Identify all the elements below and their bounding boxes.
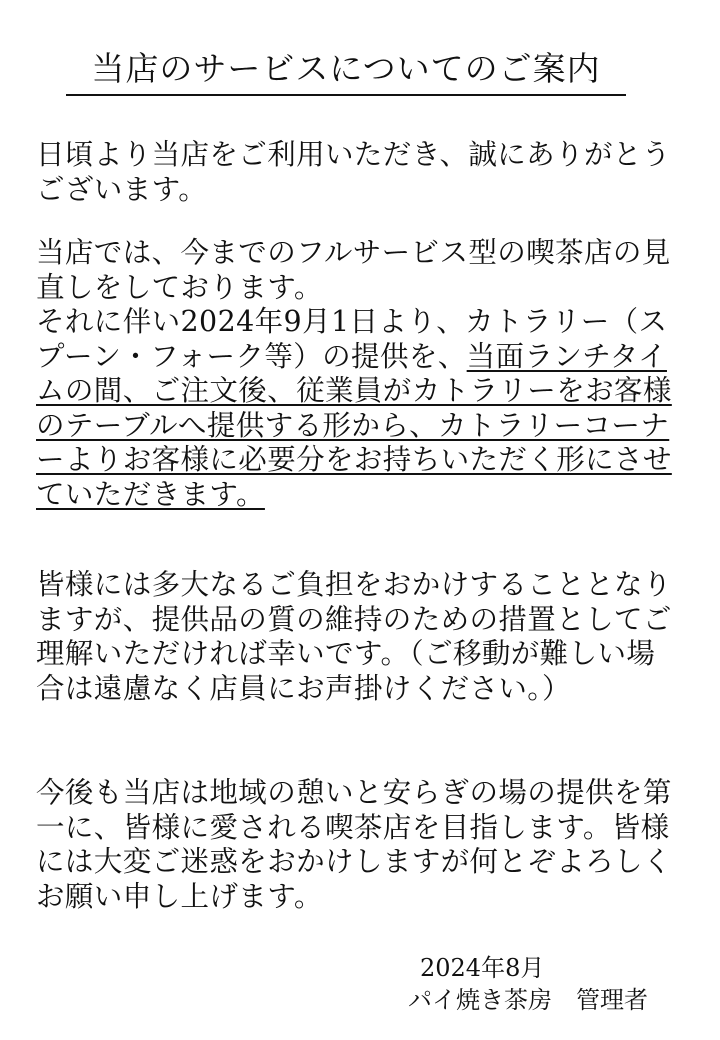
notice-date: 2024年8月	[420, 954, 545, 982]
cutlery-change-text: それに伴い2024年9月1日より、カトラリー（スプーン・フォーク等）の提供を、	[36, 305, 668, 373]
notice-title: 当店のサービスについてのご案内	[66, 44, 626, 96]
closing-paragraph: 今後も当店は地域の憩いと安らぎの場の提供を第一に、皆様に愛される喫茶店を目指します。皆様には大変ご迷惑をおかけしますが何とぞよろしくお願い申し上げます。	[36, 776, 672, 913]
cutlery-policy-underlined-text: 当面ランチタイムの間、ご注文後、従業員がカトラリーをお客様のテーブルへ提供する形から、カトラリーコーナーよりお客様に必要分をお持ちいただく形にさせていただきます。	[36, 339, 672, 511]
greeting-paragraph: 日頃より当店をご利用いただき、誠にありがとうございます。	[36, 138, 671, 206]
apology-paragraph: 皆様には多大なるご負担をおかけすることとなりますが、提供品の質の維持のための措置としてご理解いただければ幸いです。（ご移動が難しい場合は遠慮なく店員にお声掛けください。）	[36, 568, 672, 705]
service-change-paragraph	[36, 236, 678, 512]
notice-signature: パイ焼き茶房 管理者	[408, 986, 648, 1014]
review-text: 当店では、今までのフルサービス型の喫茶店の見直しをしております。	[36, 236, 671, 304]
